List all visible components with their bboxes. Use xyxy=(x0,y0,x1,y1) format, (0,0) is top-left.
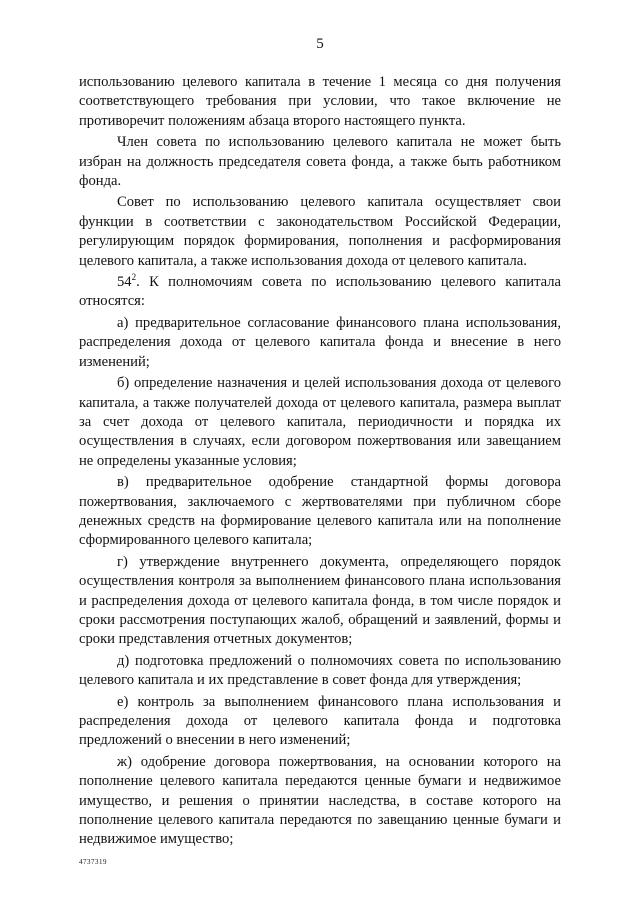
list-item-b: б) определение назначения и целей использования дохода от целевого капитала, а также получателей дохода от целевого капитала, размера выплат за счет дохода от целевого капитала, периодичности и порядка их осуществления в случаях, если договором пожертвования или завещанием не определены указанные условия; xyxy=(79,375,561,469)
list-item-d: д) подготовка предложений о полномочиях совета по использованию целевого капитала и их представление в совет фонда для утверждения; xyxy=(79,652,561,689)
clause-number: 54 xyxy=(117,274,132,291)
list-item-g: г) утверждение внутреннего документа, определяющего порядок осуществления контроля за выполнением финансового плана использования и распределения дохода от целевого капитала фонда, в том числе порядок и сроки рассмотрения поступающих жалоб, обращений и заявлений, формы и сроки представления отчетных документов; xyxy=(79,553,561,648)
list-item-a: а) предварительное согласование финансового плана использования, распределения дохода от целевого капитала фонда и внесение в него изменений; xyxy=(79,314,561,370)
paragraph-54-2 xyxy=(79,273,561,312)
document-body xyxy=(79,73,561,850)
clause-superscript: 2 xyxy=(131,272,137,283)
document-code: 4737319 xyxy=(79,858,107,866)
list-item-zh: ж) одобрение договора пожертвования, на основании которого на пополнение целевого капитала передаются ценные бумаги и недвижимое имущество, и решения о принятии наследства, в составе которого на пополнение целевого капитала передаются по завещанию ценные бумаги и недвижимое имущество; xyxy=(79,753,561,848)
paragraph-council-functions: Совет по использованию целевого капитала осуществляет свои функции в соответствии с законодательством Российской Федерации, регулирующим порядок формирования, пополнения и расформирования целевого капитала, а также использования дохода от целевого капитала. xyxy=(79,194,561,269)
clause-text: . К полномочиям совета по использованию целевого капитала относятся: xyxy=(79,274,561,310)
page-number: 5 xyxy=(316,36,324,52)
list-item-v: в) предварительное одобрение стандартной формы договора пожертвования, заключаемого с жертвователями при публичном сборе денежных средств на формирование целевого капитала или на пополнение сформированного целевого капитала; xyxy=(79,474,561,549)
paragraph-council-member: Член совета по использованию целевого капитала не может быть избран на должность председателя совета фонда, а также быть работником фонда. xyxy=(79,134,561,190)
list-item-e: е) контроль за выполнением финансового плана использования и распределения дохода от целевого капитала фонда и подготовка предложений о внесении в него изменений; xyxy=(79,693,561,749)
paragraph-continuation: использованию целевого капитала в течение 1 месяца со дня получения соответствующего требования при условии, что такое включение не противоречит положениям абзаца второго настоящего пункта. xyxy=(79,74,561,129)
